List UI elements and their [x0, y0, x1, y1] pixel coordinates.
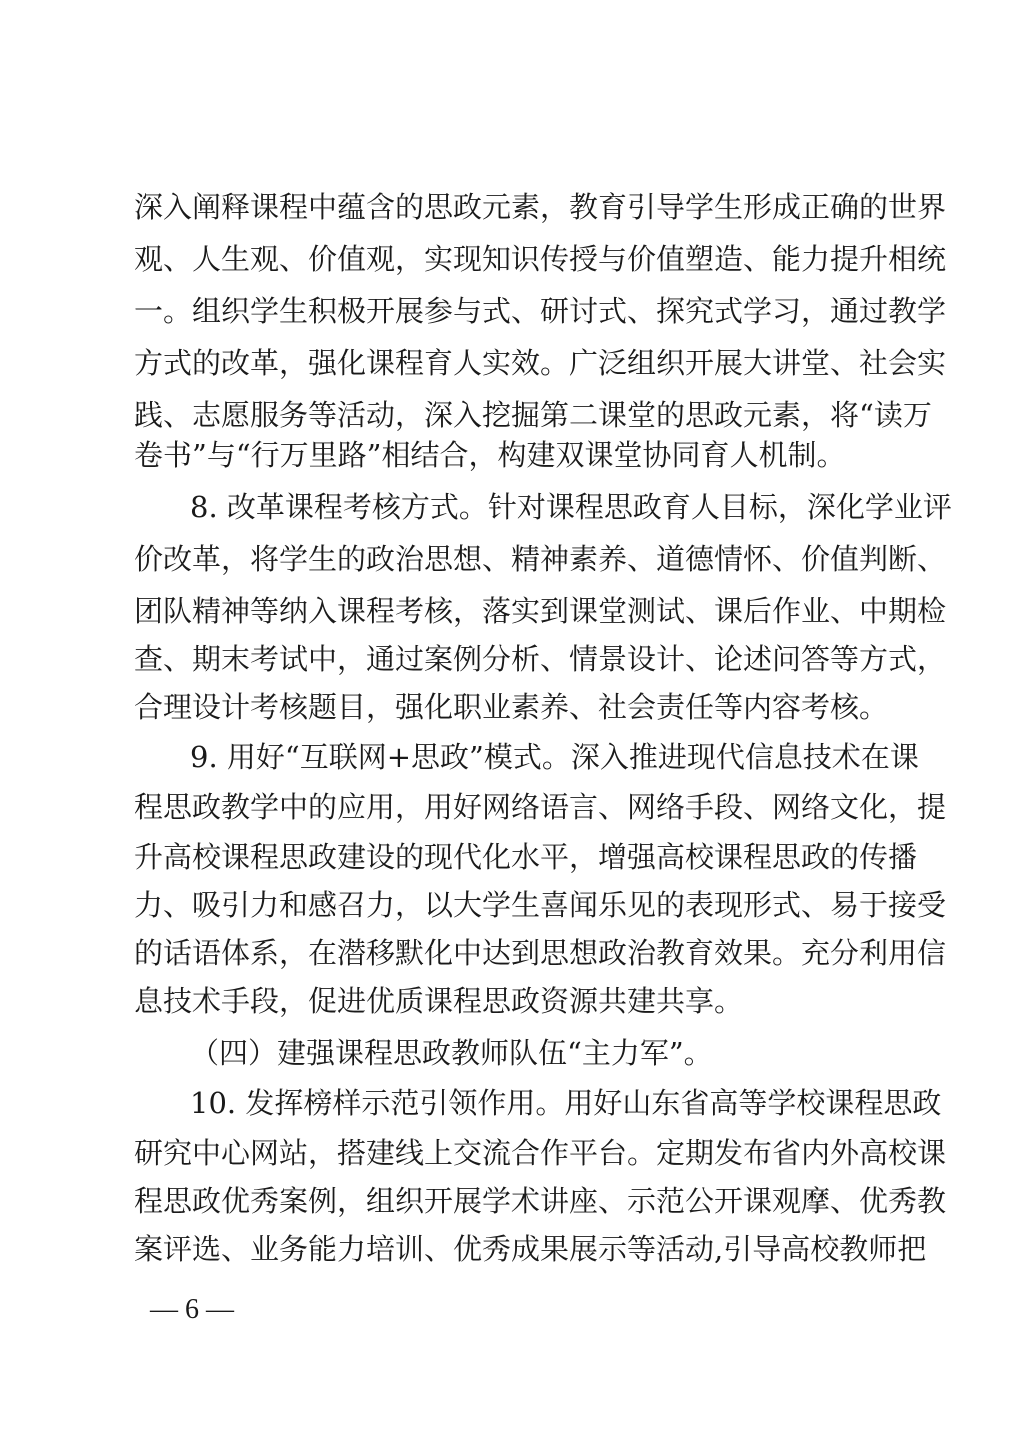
page-number: — 6 —	[150, 1294, 234, 1325]
text-line-10: 查、期末考试中，通过案例分析、情景设计、论述问答等方式，	[134, 642, 947, 676]
text-line-12: 9. 用好“互联网+思政”模式。深入推进现代信息技术在课	[190, 740, 919, 774]
text-line-13: 程思政教学中的应用，用好网络语言、网络手段、网络文化，提	[134, 790, 947, 824]
text-line-6: 卷书”与“行万里路”相结合，构建双课堂协同育人机制。	[134, 438, 846, 472]
text-line-14: 升高校课程思政建设的现代化水平，增强高校课程思政的传播	[134, 840, 918, 874]
text-line-19: 10. 发挥榜样示范引领作用。用好山东省高等学校课程思政	[190, 1086, 942, 1120]
text-line-17: 息技术手段，促进优质课程思政资源共建共享。	[134, 984, 744, 1018]
text-line-5: 践、志愿服务等活动，深入挖掘第二课堂的思政元素，将“读万	[134, 398, 932, 432]
text-line-15: 力、吸引力和感召力，以大学生喜闻乐见的表现形式、易于接受	[134, 888, 947, 922]
text-line-3: 一。组织学生积极开展参与式、研讨式、探究式学习，通过教学	[134, 294, 947, 328]
text-line-7: 8. 改革课程考核方式。针对课程思政育人目标，深化学业评	[190, 490, 952, 524]
text-line-22: 案评选、业务能力培训、优秀成果展示等活动,引导高校教师把	[134, 1232, 927, 1266]
text-line-9: 团队精神等纳入课程考核，落实到课堂测试、课后作业、中期检	[134, 594, 947, 628]
text-line-21: 程思政优秀案例，组织开展学术讲座、示范公开课观摩、优秀教	[134, 1184, 947, 1218]
text-line-1: 深入阐释课程中蕴含的思政元素，教育引导学生形成正确的世界	[134, 190, 947, 224]
text-line-16: 的话语体系，在潜移默化中达到思想政治教育效果。充分利用信	[134, 936, 947, 970]
section-heading: （四）建强课程思政教师队伍“主力军”。	[190, 1036, 713, 1070]
text-line-2: 观、人生观、价值观，实现知识传授与价值塑造、能力提升相统	[134, 242, 947, 276]
text-line-20: 研究中心网站，搭建线上交流合作平台。定期发布省内外高校课	[134, 1136, 947, 1170]
text-line-8: 价改革，将学生的政治思想、精神素养、道德情怀、价值判断、	[134, 542, 947, 576]
text-line-11: 合理设计考核题目，强化职业素养、社会责任等内容考核。	[134, 690, 889, 724]
text-line-4: 方式的改革，强化课程育人实效。广泛组织开展大讲堂、社会实	[134, 346, 947, 380]
